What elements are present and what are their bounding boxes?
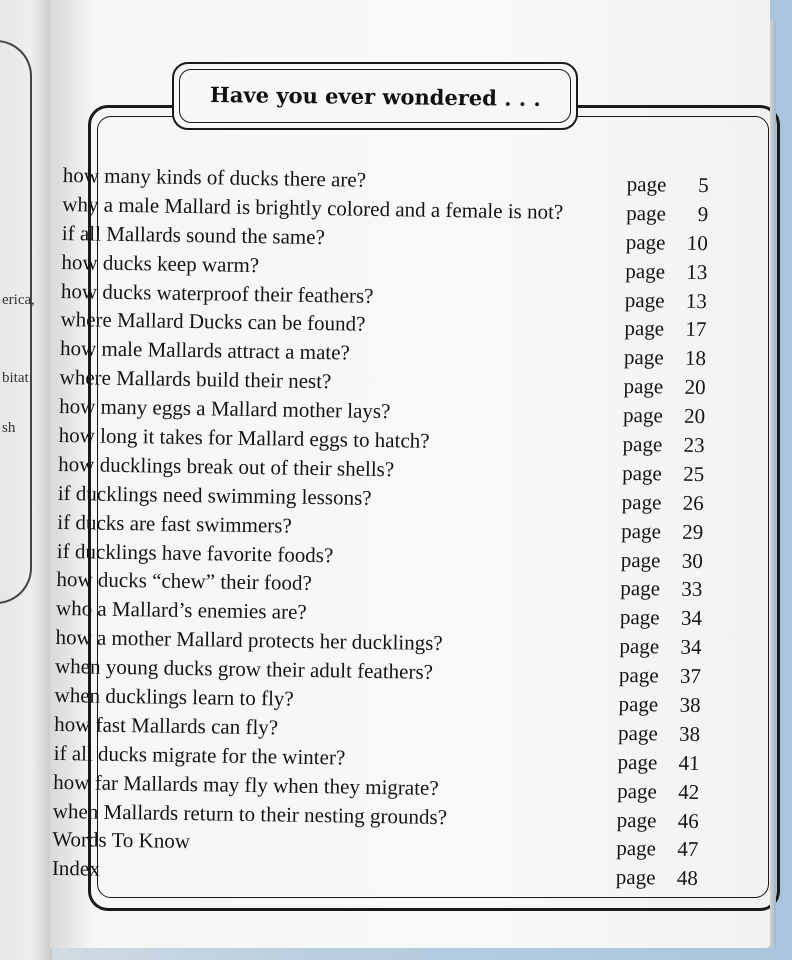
toc-entry-page-number: 42 <box>678 779 700 804</box>
toc-entry-question: how ducks waterproof their feathers? <box>60 278 374 308</box>
toc-entry-question: where Mallards build their nest? <box>59 365 332 394</box>
toc-entry-page-ref <box>616 836 698 862</box>
toc-entry-page-label: page <box>621 489 662 515</box>
toc-entry-question: how fast Mallards can fly? <box>54 711 279 740</box>
toc-entry-question: why a male Mallard is brightly colored and a female is not? <box>62 191 564 224</box>
toc-entry-page-label: page <box>619 634 660 659</box>
toc-entry-question: if ducklings need swimming lessons? <box>57 480 372 510</box>
toc-entry-page-ref <box>626 201 708 227</box>
toc-entry-page-label: page <box>623 374 664 399</box>
heading-tab <box>172 62 578 130</box>
toc-entry-page-label: page <box>621 518 662 544</box>
toc-entry-page-ref <box>617 750 699 776</box>
toc-entry-page-label: page <box>622 431 663 457</box>
toc-entry-question: how ducks keep warm? <box>61 249 260 277</box>
toc-entry-question: where Mallard Ducks can be found? <box>60 307 366 337</box>
toc-entry-page-ref <box>622 432 704 458</box>
page-heading: Have you ever wondered . . . <box>209 81 541 111</box>
toc-entry-page-number: 10 <box>686 230 709 255</box>
toc-entry-page-label: page <box>618 691 659 717</box>
toc-entry-page-label: page <box>623 345 664 370</box>
toc-entry-question: how many eggs a Mallard mother lays? <box>58 394 391 424</box>
toc-entry-question: if ducks are fast swimmers? <box>57 509 292 538</box>
toc-entry-page-ref <box>618 692 700 718</box>
toc-entry-question: Words To Know <box>52 827 191 854</box>
toc-entry-page-number: 34 <box>680 635 702 660</box>
table-of-contents <box>51 163 709 895</box>
toc-entry-page-number: 25 <box>683 461 705 487</box>
toc-entry-page-ref <box>617 807 699 833</box>
toc-entry-page-label: page <box>619 605 660 630</box>
toc-entry-page-label: page <box>624 287 665 313</box>
toc-entry-page-number: 13 <box>685 288 708 313</box>
toc-entry-page-number: 46 <box>677 808 699 833</box>
toc-entry-page-label: page <box>617 778 658 804</box>
toc-entry-page-ref <box>619 634 701 660</box>
toc-entry-question: Index <box>51 856 100 882</box>
toc-entry-page-number: 23 <box>683 432 705 458</box>
toc-entry-page-ref <box>622 490 704 516</box>
toc-entry-page-ref <box>627 172 709 198</box>
toc-entry-page-label: page <box>618 662 659 688</box>
toc-entry-page-ref <box>623 403 705 429</box>
toc-entry-page-label: page <box>620 576 661 601</box>
toc-entry-page-label: page <box>615 865 656 890</box>
page-edge <box>770 20 776 948</box>
toc-entry-question: how a mother Mallard protects her ducklings? <box>55 625 443 656</box>
left-page <box>0 0 52 960</box>
toc-entry-question: if ducklings have favorite foods? <box>56 538 334 567</box>
toc-entry-page-number: 41 <box>678 750 700 775</box>
toc-entry-page-ref <box>618 721 700 747</box>
toc-entry-page-ref <box>624 345 706 371</box>
toc-entry-page-label: page <box>622 402 663 428</box>
toc-entry-page-number: 34 <box>680 606 703 631</box>
toc-entry-question: if all ducks migrate for the winter? <box>53 740 346 770</box>
left-page-fragment: sh <box>2 420 16 436</box>
toc-entry-page-number: 48 <box>676 866 699 891</box>
toc-entry-page-number: 13 <box>686 259 708 284</box>
toc-entry-question: how ducklings break out of their shells? <box>58 451 395 482</box>
toc-entry-question: who a Mallard’s enemies are? <box>55 596 307 625</box>
toc-entry-page-label: page <box>626 171 667 197</box>
toc-entry-page-number: 29 <box>682 519 704 544</box>
toc-entry-page-label: page <box>625 258 666 284</box>
toc-entry-page-label: page <box>626 200 667 226</box>
left-page-box-border <box>0 40 32 604</box>
toc-entry-page-number: 9 <box>697 201 709 227</box>
toc-entry-page-ref <box>625 259 707 285</box>
toc-entry-page-number: 47 <box>677 837 699 862</box>
right-page <box>50 0 770 948</box>
toc-entry-page-ref <box>623 374 705 400</box>
toc-entry-page-number: 5 <box>698 172 709 198</box>
toc-entry-page-number: 17 <box>685 317 707 342</box>
toc-entry-page-ref <box>626 230 708 256</box>
toc-entry-page-ref <box>625 287 707 313</box>
toc-entry-page-label: page <box>617 720 658 746</box>
toc-entry-page-label: page <box>625 229 666 255</box>
left-page-fragment: erica, <box>2 292 35 308</box>
toc-entry-page-ref <box>616 865 698 891</box>
toc-entry-page-ref <box>622 461 704 487</box>
toc-entry-question: how far Mallards may fly when they migrate? <box>53 769 439 800</box>
heading-tab-inner <box>179 69 571 123</box>
toc-entry-page-ref <box>621 547 703 573</box>
toc-entry-page-number: 33 <box>681 577 703 602</box>
toc-entry-page-label: page <box>616 836 657 861</box>
toc-entry-page-label: page <box>620 547 661 573</box>
toc-entry-page-label: page <box>617 749 658 775</box>
toc-entry-question: how ducks “chew” their food? <box>56 567 313 596</box>
toc-entry-page-ref <box>620 605 702 631</box>
toc-entry-question: when ducklings learn to fly? <box>54 682 294 711</box>
toc-entry-question: if all Mallards sound the same? <box>61 220 326 249</box>
toc-entry-page-number: 37 <box>679 663 702 689</box>
toc-entry-page-number: 38 <box>679 692 701 718</box>
toc-entry-question: when Mallards return to their nesting grounds? <box>52 798 448 829</box>
toc-entry-question: how many kinds of ducks there are? <box>62 163 367 192</box>
toc-entry-question: when young ducks grow their adult feathers? <box>54 654 434 685</box>
toc-entry-page-ref <box>621 519 703 545</box>
left-page-fragment: bitat <box>2 370 29 386</box>
toc-entry-page-number: 20 <box>683 403 706 429</box>
toc-entry-page-number: 20 <box>684 375 706 400</box>
toc-entry-page-ref <box>624 316 706 342</box>
toc-entry-page-label: page <box>624 316 665 341</box>
toc-entry-page-number: 26 <box>682 490 704 515</box>
toc-entry-page-number: 18 <box>684 346 707 371</box>
toc-entry-question: how male Mallards attract a mate? <box>59 336 351 365</box>
toc-entry-page-ref <box>617 778 699 804</box>
toc-entry-page-label: page <box>616 807 657 832</box>
toc-entry-page-label: page <box>622 460 663 486</box>
toc-entry-page-number: 30 <box>681 548 704 573</box>
toc-entry-page-number: 38 <box>678 721 701 746</box>
toc-entry-page-ref <box>619 663 701 689</box>
toc-entry-question: how long it takes for Mallard eggs to hatch? <box>58 422 430 453</box>
toc-entry-page-ref <box>620 576 702 602</box>
